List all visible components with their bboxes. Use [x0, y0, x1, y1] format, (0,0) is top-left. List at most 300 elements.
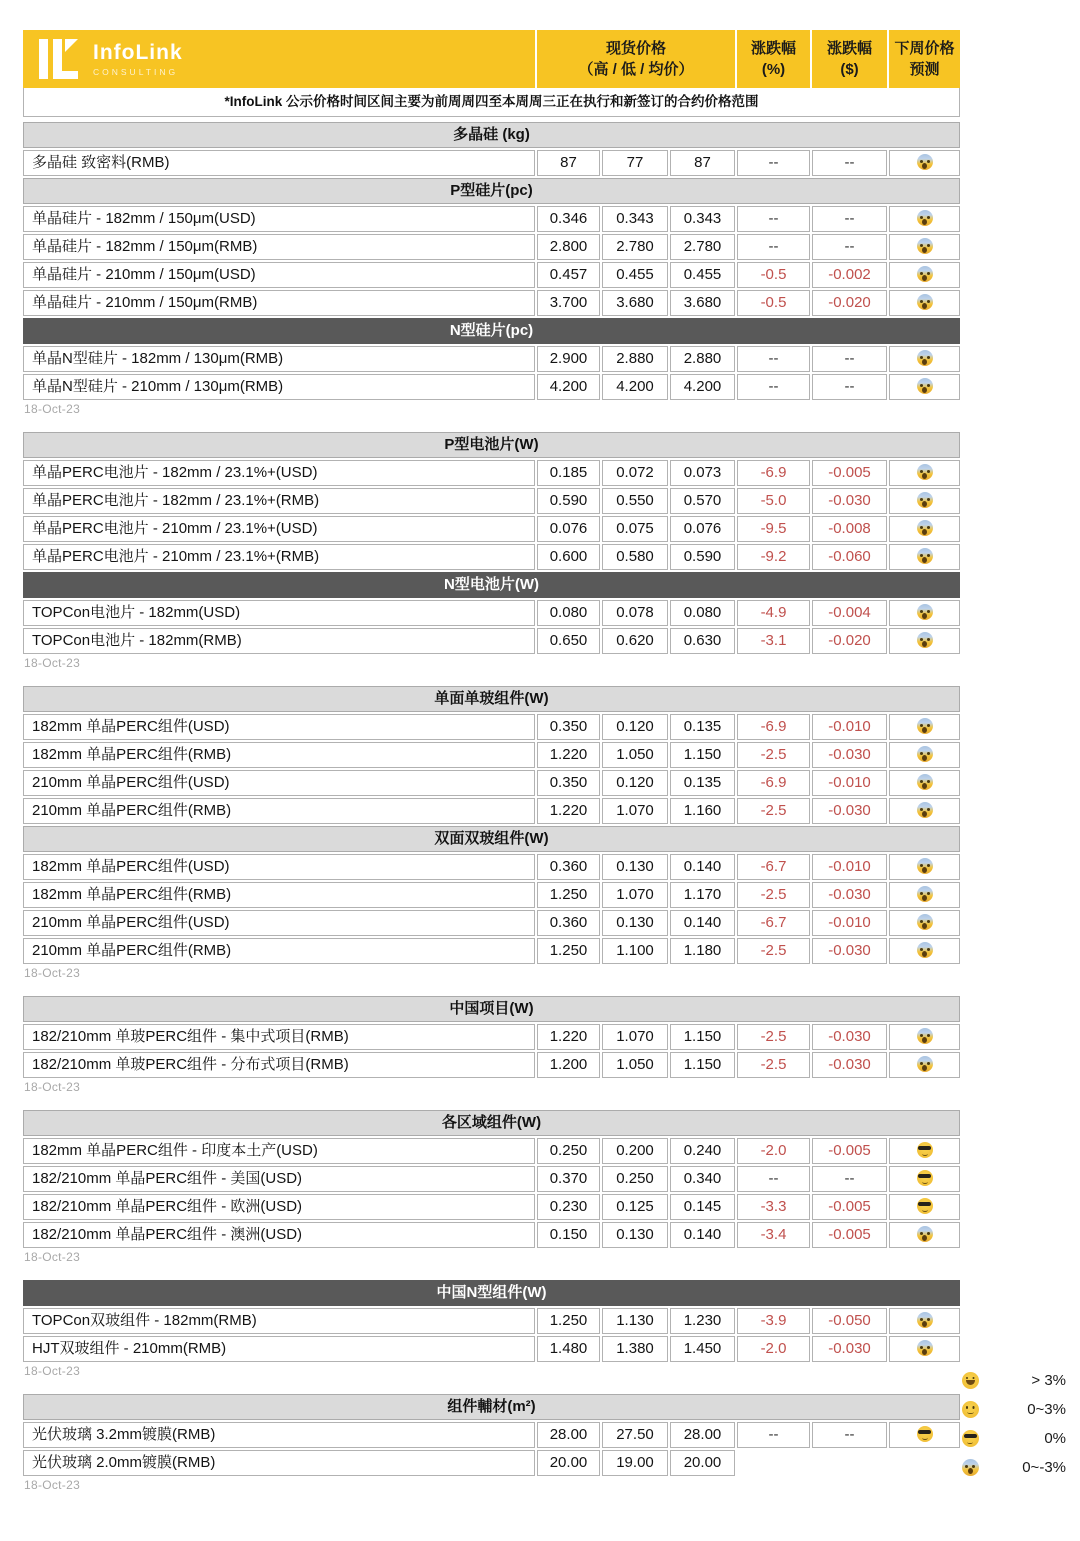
- pct-cell: -2.0: [737, 1336, 810, 1362]
- label-cell: 182/210mm 单晶PERC组件 - 美国(USD): [23, 1166, 535, 1192]
- avg-cell: 0.590: [670, 544, 735, 570]
- pct-cell: -6.7: [737, 910, 810, 936]
- legend-label: 0%: [1044, 1430, 1066, 1447]
- table-row: [23, 150, 960, 176]
- scream-emoji-icon: [917, 548, 933, 564]
- forecast-legend: [962, 1366, 1066, 1482]
- avg-cell: 1.450: [670, 1336, 735, 1362]
- scream-emoji-icon: [962, 1459, 979, 1476]
- avg-cell: 28.00: [670, 1422, 735, 1448]
- column-header-forecast: 下周价格 预测: [887, 30, 960, 88]
- table-row: [23, 544, 960, 570]
- table-row: [23, 1052, 960, 1078]
- spot-price-subtitle: （高 / 低 / 均价）: [578, 61, 694, 78]
- scream-emoji-icon: [917, 492, 933, 508]
- scream-emoji-icon: [917, 914, 933, 930]
- legend-label: 0~-3%: [1022, 1459, 1066, 1476]
- forecast-cell: [889, 1422, 960, 1448]
- avg-cell: 0.076: [670, 516, 735, 542]
- scream-emoji-icon: [917, 464, 933, 480]
- high-cell: 0.600: [537, 544, 600, 570]
- high-cell: 1.220: [537, 1024, 600, 1050]
- high-cell: 1.250: [537, 882, 600, 908]
- pct-cell: --: [737, 234, 810, 260]
- low-cell: 1.070: [602, 882, 668, 908]
- section-header: 双面双玻组件(W): [23, 826, 960, 852]
- usd-cell: -0.050: [812, 1308, 887, 1334]
- pct-cell: -6.9: [737, 714, 810, 740]
- table-row: [23, 798, 960, 824]
- section-header: 单面单玻组件(W): [23, 686, 960, 712]
- forecast-cell: [889, 600, 960, 626]
- high-cell: 1.220: [537, 742, 600, 768]
- section-header: N型电池片(W): [23, 572, 960, 598]
- table-row: [23, 290, 960, 316]
- high-cell: 0.230: [537, 1194, 600, 1220]
- label-cell: TOPCon电池片 - 182mm(RMB): [23, 628, 535, 654]
- table-row: [23, 460, 960, 486]
- label-cell: TOPCon双玻组件 - 182mm(RMB): [23, 1308, 535, 1334]
- legend-item: [962, 1366, 1066, 1395]
- avg-cell: 0.340: [670, 1166, 735, 1192]
- pct-cell: -2.5: [737, 938, 810, 964]
- pct-cell: -3.1: [737, 628, 810, 654]
- table-row: [23, 600, 960, 626]
- low-cell: 0.550: [602, 488, 668, 514]
- scream-emoji-icon: [917, 210, 933, 226]
- table-row: [23, 1308, 960, 1334]
- usd-cell: -0.030: [812, 1336, 887, 1362]
- price-note: *InfoLink 公示价格时间区间主要为前周周四至本周周三正在执行和新签订的合约价格范围: [23, 88, 960, 117]
- avg-cell: 0.455: [670, 262, 735, 288]
- low-cell: 1.050: [602, 742, 668, 768]
- scream-emoji-icon: [917, 886, 933, 902]
- label-cell: 182mm 单晶PERC组件 - 印度本土产(USD): [23, 1138, 535, 1164]
- forecast-cell: [889, 882, 960, 908]
- section-header: P型电池片(W): [23, 432, 960, 458]
- low-cell: 2.780: [602, 234, 668, 260]
- high-cell: 0.185: [537, 460, 600, 486]
- avg-cell: 0.135: [670, 770, 735, 796]
- section-header: 多晶硅 (kg): [23, 122, 960, 148]
- pct-cell: -5.0: [737, 488, 810, 514]
- avg-cell: 0.570: [670, 488, 735, 514]
- section-header: P型硅片(pc): [23, 178, 960, 204]
- forecast-cell: [889, 910, 960, 936]
- table-row: [23, 854, 960, 880]
- scream-emoji-icon: [917, 746, 933, 762]
- avg-cell: 1.230: [670, 1308, 735, 1334]
- label-cell: HJT双玻组件 - 210mm(RMB): [23, 1336, 535, 1362]
- pct-cell: -2.5: [737, 882, 810, 908]
- brand-subtitle: CONSULTING: [93, 67, 179, 77]
- scream-emoji-icon: [917, 942, 933, 958]
- high-cell: 0.346: [537, 206, 600, 232]
- section-header: 中国N型组件(W): [23, 1280, 960, 1306]
- pct-cell: -2.0: [737, 1138, 810, 1164]
- label-cell: 光伏玻璃 2.0mm镀膜(RMB): [23, 1450, 535, 1476]
- forecast-cell: [889, 1052, 960, 1078]
- label-cell: 182mm 单晶PERC组件(RMB): [23, 742, 535, 768]
- low-cell: 0.130: [602, 1222, 668, 1248]
- low-cell: 0.072: [602, 460, 668, 486]
- low-cell: 27.50: [602, 1422, 668, 1448]
- table-row: [23, 1222, 960, 1248]
- high-cell: 20.00: [537, 1450, 600, 1476]
- low-cell: 0.078: [602, 600, 668, 626]
- high-cell: 1.200: [537, 1052, 600, 1078]
- usd-cell: -0.010: [812, 854, 887, 880]
- table-body: [23, 122, 960, 1492]
- scream-emoji-icon: [917, 632, 933, 648]
- forecast-cell: [889, 488, 960, 514]
- label-cell: 210mm 单晶PERC组件(RMB): [23, 798, 535, 824]
- high-cell: 28.00: [537, 1422, 600, 1448]
- avg-cell: 0.145: [670, 1194, 735, 1220]
- low-cell: 0.200: [602, 1138, 668, 1164]
- forecast-cell: [889, 234, 960, 260]
- table-row: [23, 770, 960, 796]
- table-row: [23, 262, 960, 288]
- pct-cell: -2.5: [737, 742, 810, 768]
- usd-cell: -0.030: [812, 1024, 887, 1050]
- cool-emoji-icon: [962, 1430, 979, 1447]
- label-cell: 多晶硅 致密料(RMB): [23, 150, 535, 176]
- forecast-cell: [889, 1138, 960, 1164]
- label-cell: 182/210mm 单晶PERC组件 - 欧洲(USD): [23, 1194, 535, 1220]
- low-cell: 0.075: [602, 516, 668, 542]
- avg-cell: 87: [670, 150, 735, 176]
- low-cell: 1.380: [602, 1336, 668, 1362]
- forecast-cell: [889, 150, 960, 176]
- pct-cell: -9.2: [737, 544, 810, 570]
- date-label: 18-Oct-23: [24, 1250, 81, 1264]
- low-cell: 1.070: [602, 1024, 668, 1050]
- pct-cell: --: [737, 374, 810, 400]
- section-header: 中国项目(W): [23, 996, 960, 1022]
- scream-emoji-icon: [917, 1226, 933, 1242]
- section-header: N型硅片(pc): [23, 318, 960, 344]
- avg-cell: 4.200: [670, 374, 735, 400]
- low-cell: 0.343: [602, 206, 668, 232]
- high-cell: 0.360: [537, 854, 600, 880]
- usd-cell: -0.020: [812, 290, 887, 316]
- scream-emoji-icon: [917, 718, 933, 734]
- avg-cell: 20.00: [670, 1450, 735, 1476]
- forecast-cell: [889, 938, 960, 964]
- forecast-cell: [889, 206, 960, 232]
- forecast-cell: [889, 1308, 960, 1334]
- pct-cell: -2.5: [737, 798, 810, 824]
- table-row: [23, 1450, 960, 1476]
- table-row: [23, 628, 960, 654]
- label-cell: 单晶PERC电池片 - 210mm / 23.1%+(USD): [23, 516, 535, 542]
- avg-cell: 1.150: [670, 1024, 735, 1050]
- date-label: 18-Oct-23: [24, 1364, 81, 1378]
- avg-cell: 1.170: [670, 882, 735, 908]
- forecast-cell: [889, 346, 960, 372]
- table-row: [23, 346, 960, 372]
- section-header: 组件輔材(m²): [23, 1394, 960, 1420]
- table-row: [23, 206, 960, 232]
- table-header: [23, 30, 960, 88]
- forecast-cell: [889, 628, 960, 654]
- usd-cell: -0.005: [812, 1222, 887, 1248]
- forecast-cell: [889, 798, 960, 824]
- label-cell: 182/210mm 单玻PERC组件 - 集中式项目(RMB): [23, 1024, 535, 1050]
- low-cell: 19.00: [602, 1450, 668, 1476]
- scream-emoji-icon: [917, 266, 933, 282]
- high-cell: 0.360: [537, 910, 600, 936]
- cool-emoji-icon: [917, 1198, 933, 1214]
- date-label: 18-Oct-23: [24, 1080, 81, 1094]
- high-cell: 0.350: [537, 714, 600, 740]
- scream-emoji-icon: [917, 520, 933, 536]
- forecast-cell: [889, 290, 960, 316]
- forecast-cell: [889, 854, 960, 880]
- high-cell: 0.590: [537, 488, 600, 514]
- label-cell: 182/210mm 单玻PERC组件 - 分布式项目(RMB): [23, 1052, 535, 1078]
- brand-name: InfoLink: [93, 41, 183, 64]
- usd-cell: -0.010: [812, 910, 887, 936]
- pct-cell: -6.7: [737, 854, 810, 880]
- date-label: 18-Oct-23: [24, 402, 81, 416]
- low-cell: 1.100: [602, 938, 668, 964]
- label-cell: 182mm 单晶PERC组件(USD): [23, 714, 535, 740]
- table-row: [23, 714, 960, 740]
- usd-cell: --: [812, 1422, 887, 1448]
- high-cell: 0.370: [537, 1166, 600, 1192]
- high-cell: 0.250: [537, 1138, 600, 1164]
- high-cell: 0.080: [537, 600, 600, 626]
- low-cell: 1.130: [602, 1308, 668, 1334]
- pct-cell: --: [737, 206, 810, 232]
- forecast-cell: [889, 262, 960, 288]
- table-row: [23, 234, 960, 260]
- low-cell: 3.680: [602, 290, 668, 316]
- low-cell: 77: [602, 150, 668, 176]
- table-row: [23, 938, 960, 964]
- usd-cell: -0.005: [812, 460, 887, 486]
- high-cell: 1.220: [537, 798, 600, 824]
- avg-cell: 1.180: [670, 938, 735, 964]
- label-cell: 182mm 单晶PERC组件(RMB): [23, 882, 535, 908]
- pct-cell: --: [737, 1166, 810, 1192]
- avg-cell: 1.160: [670, 798, 735, 824]
- forecast-cell: [889, 1336, 960, 1362]
- usd-cell: --: [812, 206, 887, 232]
- table-row: [23, 910, 960, 936]
- usd-cell: -0.008: [812, 516, 887, 542]
- low-cell: 2.880: [602, 346, 668, 372]
- low-cell: 0.620: [602, 628, 668, 654]
- scream-emoji-icon: [917, 1028, 933, 1044]
- legend-item: [962, 1395, 1066, 1424]
- high-cell: 1.250: [537, 1308, 600, 1334]
- pct-cell: -3.3: [737, 1194, 810, 1220]
- cool-emoji-icon: [917, 1426, 933, 1442]
- table-row: [23, 742, 960, 768]
- label-cell: 单晶PERC电池片 - 182mm / 23.1%+(USD): [23, 460, 535, 486]
- brand-text: [93, 41, 183, 77]
- label-cell: 210mm 单晶PERC组件(USD): [23, 910, 535, 936]
- avg-cell: 0.080: [670, 600, 735, 626]
- high-cell: 3.700: [537, 290, 600, 316]
- cool-emoji-icon: [917, 1142, 933, 1158]
- low-cell: 0.250: [602, 1166, 668, 1192]
- pct-cell: -0.5: [737, 262, 810, 288]
- usd-cell: -0.060: [812, 544, 887, 570]
- table-row: [23, 1336, 960, 1362]
- usd-cell: --: [812, 150, 887, 176]
- low-cell: 0.580: [602, 544, 668, 570]
- pct-cell: [737, 1450, 810, 1476]
- usd-cell: -0.004: [812, 600, 887, 626]
- pct-cell: -3.4: [737, 1222, 810, 1248]
- high-cell: 1.250: [537, 938, 600, 964]
- high-cell: 0.350: [537, 770, 600, 796]
- pct-cell: --: [737, 150, 810, 176]
- forecast-cell: [889, 1024, 960, 1050]
- avg-cell: 0.140: [670, 1222, 735, 1248]
- scream-emoji-icon: [917, 604, 933, 620]
- usd-cell: --: [812, 1166, 887, 1192]
- scream-emoji-icon: [917, 1340, 933, 1356]
- label-cell: 单晶硅片 - 210mm / 150μm(USD): [23, 262, 535, 288]
- legend-item: [962, 1424, 1066, 1453]
- scream-emoji-icon: [917, 154, 933, 170]
- usd-cell: -0.020: [812, 628, 887, 654]
- avg-cell: 0.140: [670, 910, 735, 936]
- date-label: 18-Oct-23: [24, 656, 81, 670]
- scream-emoji-icon: [917, 294, 933, 310]
- date-label: 18-Oct-23: [24, 1478, 81, 1492]
- forecast-cell: [889, 374, 960, 400]
- label-cell: 单晶N型硅片 - 210mm / 130μm(RMB): [23, 374, 535, 400]
- table-row: [23, 516, 960, 542]
- avg-cell: 2.880: [670, 346, 735, 372]
- avg-cell: 0.140: [670, 854, 735, 880]
- forecast-cell: [889, 516, 960, 542]
- label-cell: 单晶N型硅片 - 182mm / 130μm(RMB): [23, 346, 535, 372]
- table-row: [23, 1166, 960, 1192]
- usd-cell: -0.030: [812, 938, 887, 964]
- high-cell: 87: [537, 150, 600, 176]
- scream-emoji-icon: [917, 378, 933, 394]
- usd-cell: --: [812, 346, 887, 372]
- scream-emoji-icon: [917, 774, 933, 790]
- usd-cell: [812, 1450, 887, 1476]
- usd-cell: -0.005: [812, 1138, 887, 1164]
- table-row: [23, 1024, 960, 1050]
- low-cell: 0.455: [602, 262, 668, 288]
- pct-cell: -4.9: [737, 600, 810, 626]
- high-cell: 0.076: [537, 516, 600, 542]
- avg-cell: 0.630: [670, 628, 735, 654]
- usd-cell: -0.002: [812, 262, 887, 288]
- pct-cell: -0.5: [737, 290, 810, 316]
- scream-emoji-icon: [917, 858, 933, 874]
- label-cell: 单晶硅片 - 182mm / 150μm(RMB): [23, 234, 535, 260]
- high-cell: 2.800: [537, 234, 600, 260]
- low-cell: 0.120: [602, 770, 668, 796]
- low-cell: 0.125: [602, 1194, 668, 1220]
- label-cell: 单晶PERC电池片 - 210mm / 23.1%+(RMB): [23, 544, 535, 570]
- table-row: [23, 1138, 960, 1164]
- usd-cell: -0.010: [812, 714, 887, 740]
- high-cell: 0.150: [537, 1222, 600, 1248]
- pct-cell: --: [737, 346, 810, 372]
- pct-cell: -3.9: [737, 1308, 810, 1334]
- avg-cell: 0.240: [670, 1138, 735, 1164]
- low-cell: 0.130: [602, 910, 668, 936]
- cool-emoji-icon: [917, 1170, 933, 1186]
- usd-cell: --: [812, 374, 887, 400]
- high-cell: 1.480: [537, 1336, 600, 1362]
- pct-cell: -9.5: [737, 516, 810, 542]
- white-patch-overlay: [736, 1479, 1080, 1525]
- usd-cell: -0.030: [812, 798, 887, 824]
- low-cell: 0.130: [602, 854, 668, 880]
- infolink-logo-icon: [39, 37, 83, 81]
- usd-cell: -0.030: [812, 742, 887, 768]
- section-header: 各区域组件(W): [23, 1110, 960, 1136]
- label-cell: 210mm 单晶PERC组件(USD): [23, 770, 535, 796]
- column-header-change-usd: 涨跌幅 ($): [810, 30, 887, 88]
- table-row: [23, 1194, 960, 1220]
- pct-cell: -6.9: [737, 770, 810, 796]
- forecast-cell: [889, 1166, 960, 1192]
- spot-price-title: 现货价格: [605, 40, 666, 57]
- low-cell: 1.050: [602, 1052, 668, 1078]
- forecast-cell: [889, 714, 960, 740]
- column-header-spot-price: [535, 30, 735, 88]
- scream-emoji-icon: [917, 1056, 933, 1072]
- table-row: [23, 1422, 960, 1448]
- price-sheet: [23, 30, 960, 1492]
- avg-cell: 1.150: [670, 1052, 735, 1078]
- table-row: [23, 488, 960, 514]
- usd-cell: -0.030: [812, 882, 887, 908]
- high-cell: 4.200: [537, 374, 600, 400]
- high-cell: 2.900: [537, 346, 600, 372]
- scream-emoji-icon: [917, 802, 933, 818]
- high-cell: 0.457: [537, 262, 600, 288]
- high-cell: 0.650: [537, 628, 600, 654]
- date-label: 18-Oct-23: [24, 966, 81, 980]
- legend-label: > 3%: [1031, 1372, 1066, 1389]
- avg-cell: 0.073: [670, 460, 735, 486]
- legend-item: [962, 1453, 1066, 1482]
- label-cell: 单晶硅片 - 182mm / 150μm(USD): [23, 206, 535, 232]
- label-cell: 210mm 单晶PERC组件(RMB): [23, 938, 535, 964]
- legend-label: 0~3%: [1027, 1401, 1066, 1418]
- low-cell: 4.200: [602, 374, 668, 400]
- scream-emoji-icon: [917, 350, 933, 366]
- avg-cell: 3.680: [670, 290, 735, 316]
- forecast-cell: [889, 1194, 960, 1220]
- label-cell: 光伏玻璃 3.2mm镀膜(RMB): [23, 1422, 535, 1448]
- scream-emoji-icon: [917, 238, 933, 254]
- usd-cell: -0.010: [812, 770, 887, 796]
- usd-cell: -0.030: [812, 1052, 887, 1078]
- pct-cell: -2.5: [737, 1052, 810, 1078]
- avg-cell: 1.150: [670, 742, 735, 768]
- label-cell: TOPCon电池片 - 182mm(USD): [23, 600, 535, 626]
- usd-cell: -0.005: [812, 1194, 887, 1220]
- forecast-cell: [889, 1222, 960, 1248]
- forecast-cell: [889, 742, 960, 768]
